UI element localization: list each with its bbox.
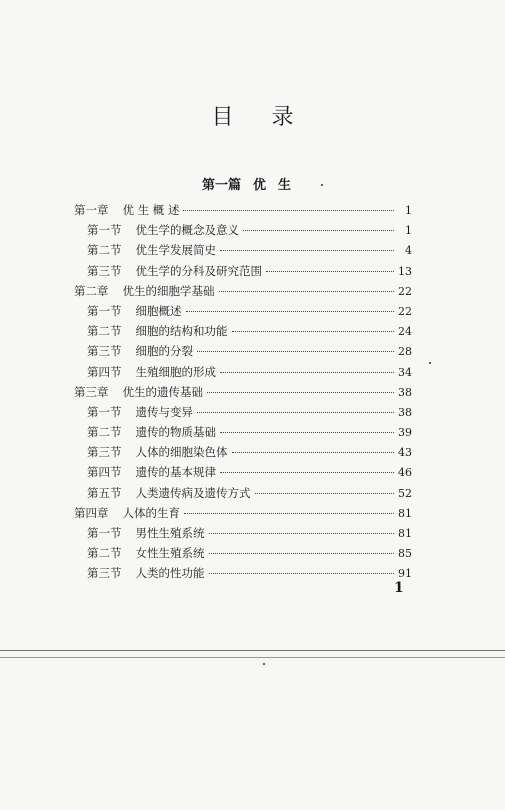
part-name: 优生 (253, 178, 304, 193)
toc-entry-page: 1 (405, 204, 412, 217)
toc-entry-label: 第一节 (87, 526, 122, 540)
toc-entry-title: 优生学的分科及研究范围 (135, 263, 262, 278)
bottom-rule-secondary (0, 657, 505, 658)
dot-leader (243, 230, 394, 231)
toc-entry-label: 第二节 (87, 243, 122, 258)
toc-entry-page: 91 (398, 567, 412, 581)
toc-entry-title: 优生的细胞学基础 (122, 283, 215, 298)
toc-entry-title: 遗传的物质基础 (135, 425, 216, 440)
toc-section-row (74, 303, 412, 323)
toc-section-row (74, 263, 412, 283)
table-of-contents (74, 202, 412, 586)
toc-entry-page: 52 (398, 486, 412, 500)
toc-entry-page: 22 (398, 284, 412, 298)
dot-leader (220, 372, 394, 373)
toc-entry-page: 4 (405, 244, 412, 258)
dot-leader (183, 210, 394, 211)
toc-section-row (74, 545, 412, 565)
toc-entry-label: 第一节 (87, 303, 122, 318)
toc-entry-label: 第二节 (87, 324, 122, 339)
toc-entry-label: 第四节 (87, 364, 122, 379)
dot-leader (232, 452, 395, 453)
toc-entry-page: 34 (398, 365, 412, 379)
toc-entry-title: 生殖细胞的形成 (135, 364, 216, 379)
dot-leader (197, 351, 394, 352)
toc-section-row (74, 242, 412, 262)
toc-chapter-row (74, 283, 412, 303)
toc-entry-page: 24 (398, 325, 412, 339)
toc-entry-label: 第一章 (74, 203, 109, 217)
part-heading (0, 174, 505, 193)
toc-entry-page: 1 (405, 224, 412, 238)
toc-entry-page: 39 (398, 426, 412, 440)
toc-entry-page: 38 (398, 405, 412, 419)
dot-leader (209, 553, 395, 554)
page-title: 目录 (211, 105, 332, 130)
toc-entry-page: 81 (398, 527, 412, 540)
dot-leader (184, 513, 394, 514)
toc-section-row (74, 525, 412, 545)
toc-section-row (74, 565, 412, 585)
dot-leader (209, 533, 395, 534)
toc-section-row (74, 364, 412, 384)
page-number: 1 (394, 580, 404, 596)
dot-leader (220, 250, 394, 251)
bottom-rule (0, 650, 505, 651)
scan-speck (321, 184, 323, 186)
dot-leader (220, 472, 394, 473)
toc-entry-title: 优生学发展简史 (135, 243, 216, 258)
toc-chapter-row (74, 505, 412, 525)
toc-section-row (74, 404, 412, 424)
toc-entry-title: 优生学的概念及意义 (135, 223, 239, 238)
toc-section-row (74, 464, 412, 484)
toc-entry-label: 第一节 (87, 223, 122, 238)
toc-entry-title: 女性生殖系统 (135, 546, 205, 561)
toc-entry-label: 第二节 (87, 546, 122, 561)
toc-entry-label: 第三节 (87, 566, 122, 581)
toc-entry-title: 优生的遗传基础 (122, 384, 203, 399)
scan-speck (429, 362, 431, 364)
toc-entry-title: 细胞的结构和功能 (135, 324, 228, 339)
toc-entry-title: 人体的生育 (122, 505, 180, 520)
toc-entry-page: 81 (398, 506, 412, 520)
toc-entry-title: 遗传与变异 (135, 404, 193, 419)
toc-entry-title: 细胞的分裂 (135, 344, 193, 359)
part-number: 第一篇 (201, 178, 241, 193)
toc-entry-label: 第四章 (74, 505, 109, 520)
dot-leader (232, 331, 395, 332)
dot-leader (266, 271, 394, 272)
toc-entry-title: 细胞概述 (135, 303, 182, 318)
toc-entry-title: 遗传的基本规律 (135, 465, 216, 480)
dot-leader (197, 412, 394, 413)
toc-entry-page: 38 (398, 385, 412, 399)
toc-section-row (74, 444, 412, 464)
dot-leader (209, 573, 395, 574)
dot-leader (186, 311, 395, 312)
dot-leader (220, 432, 394, 433)
toc-entry-page: 46 (398, 466, 412, 480)
toc-entry-title: 男性生殖系统 (135, 526, 205, 540)
toc-entry-page: 85 (398, 547, 412, 561)
toc-section-row (74, 424, 412, 444)
toc-chapter-row (74, 384, 412, 404)
toc-entry-title: 人体的细胞染色体 (135, 445, 228, 460)
toc-entry-label: 第一节 (87, 404, 122, 419)
toc-entry-title: 人类的性功能 (135, 566, 205, 581)
toc-entry-page: 13 (398, 264, 412, 278)
toc-entry-label: 第五节 (87, 485, 122, 500)
toc-entry-title: 优 生 概 述 (122, 203, 180, 217)
toc-section-row (74, 323, 412, 343)
toc-entry-label: 第二节 (87, 425, 122, 440)
dot-leader (207, 392, 394, 393)
dot-leader (219, 291, 395, 292)
dot-leader (255, 493, 395, 494)
toc-section-row (74, 222, 412, 242)
toc-entry-page: 43 (398, 446, 412, 460)
toc-entry-label: 第三节 (87, 344, 122, 359)
toc-entry-page: 22 (398, 304, 412, 318)
toc-section-row (74, 485, 412, 505)
toc-chapter-row (74, 202, 412, 222)
scan-speck (263, 663, 265, 665)
toc-entry-label: 第二章 (74, 283, 109, 298)
toc-section-row (74, 343, 412, 363)
toc-entry-label: 第三节 (87, 263, 122, 278)
toc-entry-label: 第四节 (87, 465, 122, 480)
toc-entry-title: 人类遗传病及遗传方式 (135, 485, 251, 500)
toc-entry-label: 第三章 (74, 384, 109, 399)
toc-entry-label: 第三节 (87, 445, 122, 460)
toc-entry-page: 28 (398, 345, 412, 359)
